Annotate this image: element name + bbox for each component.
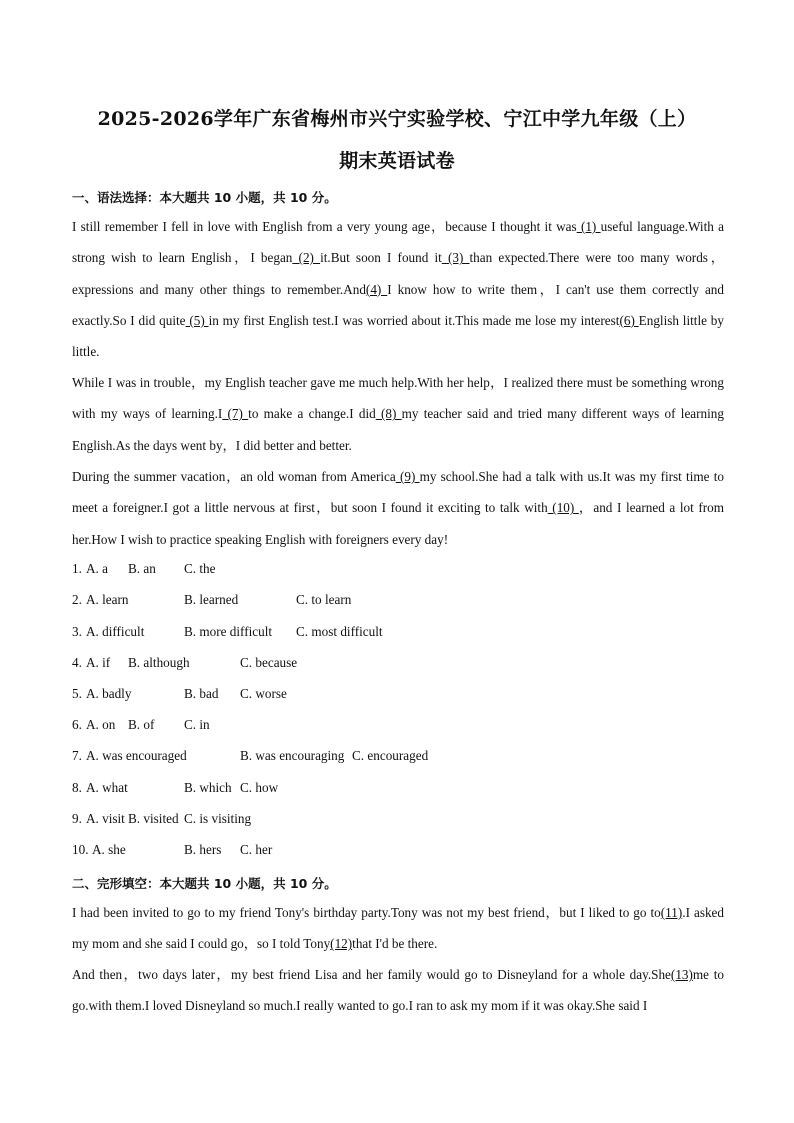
passage-text: And then，two days later，my best friend Lisa and her family would go to Disneyland for a whole day.She [72, 967, 671, 982]
option-b[interactable]: B. bad [184, 686, 219, 701]
passage-text: my teacher said and tried many different ways of learning English.As the days went by，I did better and better. [72, 406, 724, 453]
exam-title: 2025-2026学年广东省梅州市兴宁实验学校、宁江中学九年级（上） [97, 108, 697, 130]
option-b[interactable]: B. of [128, 717, 155, 732]
question-2 [72, 590, 724, 610]
question-number: 2. [72, 592, 82, 607]
option-c[interactable]: C. the [184, 561, 216, 576]
section1-heading: 一、语法选择：本大题共 10 小题，共 10 分。 [72, 190, 337, 205]
option-a[interactable]: A. if [86, 655, 111, 670]
option-c[interactable]: C. how [240, 780, 279, 795]
passage1-paragraph2 [72, 367, 724, 461]
option-a[interactable]: A. badly [86, 686, 132, 701]
blank-5: (5) [185, 312, 209, 328]
passage-text: that I'd be there. [352, 936, 438, 952]
option-c[interactable]: C. in [184, 717, 210, 732]
passage-text: During the summer vacation，an old woman from America [72, 469, 396, 484]
option-b[interactable]: B. learned [184, 592, 239, 607]
blank-2: (2) [292, 250, 321, 266]
option-a[interactable]: A. on [86, 717, 116, 732]
option-a[interactable]: A. visit [86, 811, 125, 826]
question-number: 10. [72, 842, 89, 857]
question-number: 7. [72, 748, 82, 763]
passage-text: useful language.With a strong wish to learn English，I began [72, 219, 724, 266]
question-number: 8. [72, 780, 82, 795]
option-c[interactable]: C. worse [240, 686, 287, 701]
blank-6: (6) [619, 312, 639, 328]
passage-text: I know how to write them，I can't use them correctly and exactly.So I did quite [72, 281, 724, 328]
passage-text: .I asked my mom and she said I could go，so I told Tony [72, 905, 724, 952]
question-4 [72, 653, 724, 673]
question-10 [72, 840, 724, 860]
question-number: 3. [72, 624, 82, 639]
passage-text: I had been invited to go to my friend Tony's birthday party.Tony was not my best friend，but I liked to go to [72, 905, 661, 920]
passage2-paragraph2 [72, 959, 724, 1022]
blank-11: (11) [660, 905, 683, 920]
passage1-paragraph3 [72, 461, 724, 555]
option-a[interactable]: A. was encouraged [86, 748, 187, 763]
question-1 [72, 559, 724, 579]
exam-subtitle: 期末英语试卷 [339, 150, 455, 172]
blank-12: (12) [330, 936, 353, 952]
section2-heading: 二、完形填空：本大题共 10 小题，共 10 分。 [72, 876, 337, 891]
question-number: 9. [72, 811, 82, 826]
question-3 [72, 622, 724, 642]
blank-13: (13) [670, 967, 693, 982]
passage2-paragraph1 [72, 897, 724, 960]
option-b[interactable]: B. more difficult [184, 624, 273, 639]
blank-7: (7) [222, 406, 249, 422]
question-9 [72, 809, 724, 829]
option-b[interactable]: B. which [184, 780, 232, 795]
passage-text: English little by little. [72, 312, 724, 360]
option-b[interactable]: B. visited [128, 811, 179, 826]
question-5 [72, 684, 724, 704]
option-c[interactable]: C. because [240, 655, 298, 670]
option-c[interactable]: C. is visiting [184, 811, 252, 826]
option-a[interactable]: A. she [92, 842, 126, 857]
blank-9: (9) [395, 469, 420, 484]
option-c[interactable]: C. most difficult [296, 624, 383, 639]
passage-text: in my first English test.I was worried about it.This made me lose my interest [208, 312, 620, 328]
passage1-paragraph1 [72, 211, 724, 367]
option-a[interactable]: A. what [86, 780, 128, 795]
option-b[interactable]: B. an [128, 561, 156, 576]
blank-4: (4) [365, 281, 388, 297]
passage-text: to make a change.I did [248, 406, 376, 422]
question-number: 6. [72, 717, 82, 732]
passage-text: ，and I learned a lot from her.How I wish to practice speaking English with foreigners every day! [72, 500, 724, 547]
blank-1: (1) [576, 219, 601, 234]
question-6 [72, 715, 724, 735]
blank-10: (10) [547, 500, 579, 516]
option-b[interactable]: B. was encouraging [240, 748, 345, 763]
option-b[interactable]: B. although [128, 655, 190, 670]
option-b[interactable]: B. hers [184, 842, 222, 857]
passage-text: my school.She had a talk with us.It was my first time to meet a foreigner.I got a little nervous at first，but soon I found it exciting to talk with [72, 469, 724, 516]
passage-text: than expected.There were too many words，expressions and many other things to remember.And [72, 250, 724, 297]
question-number: 5. [72, 686, 82, 701]
passage-text: me to go.with them.I loved Disneyland so much.I really wanted to go.I ran to ask my mom if it was okay.She said I [72, 967, 724, 1014]
option-a[interactable]: A. difficult [86, 624, 145, 639]
question-number: 1. [72, 561, 82, 576]
passage-text: it.But soon I found it [320, 250, 442, 266]
option-c[interactable]: C. her [240, 842, 273, 857]
blank-3: (3) [441, 250, 470, 266]
question-7 [72, 746, 724, 766]
passage-text: While I was in trouble，my English teacher gave me much help.With her help，I realized there must be something wrong with my ways of learning.I [72, 375, 724, 422]
option-c[interactable]: C. encouraged [352, 748, 429, 763]
option-a[interactable]: A. a [86, 561, 108, 576]
blank-8: (8) [375, 406, 402, 422]
question-number: 4. [72, 655, 82, 670]
question-8 [72, 778, 724, 798]
option-a[interactable]: A. learn [86, 592, 129, 607]
option-c[interactable]: C. to learn [296, 592, 352, 607]
passage-text: I still remember I fell in love with English from a very young age，because I thought it was [72, 219, 577, 234]
